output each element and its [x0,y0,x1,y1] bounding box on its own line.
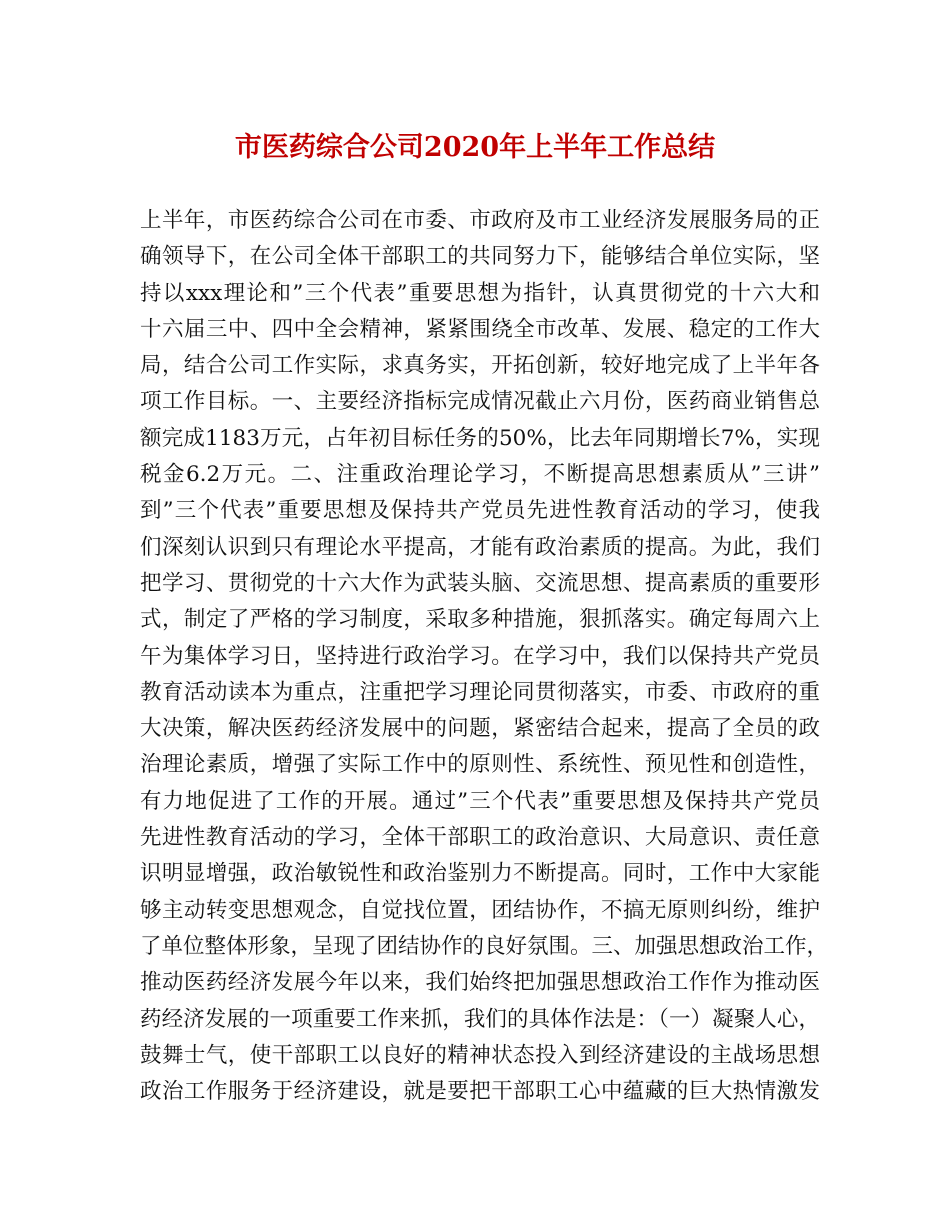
body-line: 推动医药经济发展今年以来，我们始终把加强思想政治工作作为推动医 [140,970,820,996]
body-line: 大决策，解决医药经济发展中的问题，紧密结合起来，提高了全员的政 [140,716,820,742]
body-line: 持以xxx理论和”三个代表”重要思想为指针，认真贯彻党的十六大和 [140,280,820,306]
document-body [140,203,829,1110]
body-line: 们深刻认识到只有理论水平提高，才能有政治素质的提高。为此，我们 [140,534,820,560]
body-line: 识明显增强，政治敏锐性和政治鉴别力不断提高。同时，工作中大家能 [140,861,820,887]
body-line: 税金6.2万元。二、注重政治理论学习，不断提高思想素质从”三讲” [140,462,820,488]
body-line: 政治工作服务于经济建设，就是要把干部职工心中蕴藏的巨大热情激发 [140,1079,820,1105]
body-line: 了单位整体形象，呈现了团结协作的良好氛围。三、加强思想政治工作， [140,933,829,959]
body-line: 治理论素质，增强了实际工作中的原则性、系统性、预见性和创造性， [140,752,820,778]
body-line: 够主动转变思想观念，自觉找位置，团结协作，不搞无原则纠纷，维护 [140,897,820,923]
body-line: 有力地促进了工作的开展。通过”三个代表”重要思想及保持共产党员 [140,788,820,814]
body-line: 把学习、贯彻党的十六大作为武装头脑、交流思想、提高素质的重要形 [140,570,820,596]
body-line: 上半年，市医药综合公司在市委、市政府及市工业经济发展服务局的正 [140,208,820,233]
body-line: 局，结合公司工作实际，求真务实，开拓创新，较好地完成了上半年各 [140,353,820,379]
document-title: 市医药综合公司2020年上半年工作总结 [234,132,716,163]
body-line: 午为集体学习日，坚持进行政治学习。在学习中，我们以保持共产党员 [140,643,820,669]
body-line: 十六届三中、四中全会精神，紧紧围绕全市改革、发展、稳定的工作大 [140,316,820,342]
body-line: 鼓舞士气，使干部职工以良好的精神状态投入到经济建设的主战场思想 [140,1042,820,1068]
body-line: 先进性教育活动的学习，全体干部职工的政治意识、大局意识、责任意 [140,825,820,851]
body-line: 药经济发展的一项重要工作来抓，我们的具体作法是：（一）凝聚人心， [140,1006,820,1032]
body-line: 到”三个代表”重要思想及保持共产党员先进性教育活动的学习，使我 [140,498,820,524]
body-line: 教育活动读本为重点，注重把学习理论同贯彻落实，市委、市政府的重 [140,679,820,705]
body-line: 额完成1183万元，占年初目标任务的50%，比去年同期增长7%，实现 [140,425,820,451]
body-line: 式，制定了严格的学习制度，采取多种措施，狠抓落实。确定每周六上 [140,607,820,633]
body-line: 项工作目标。一、主要经济指标完成情况截止六月份，医药商业销售总 [140,389,820,415]
body-line: 确领导下，在公司全体干部职工的共同努力下，能够结合单位实际，坚 [140,244,820,270]
